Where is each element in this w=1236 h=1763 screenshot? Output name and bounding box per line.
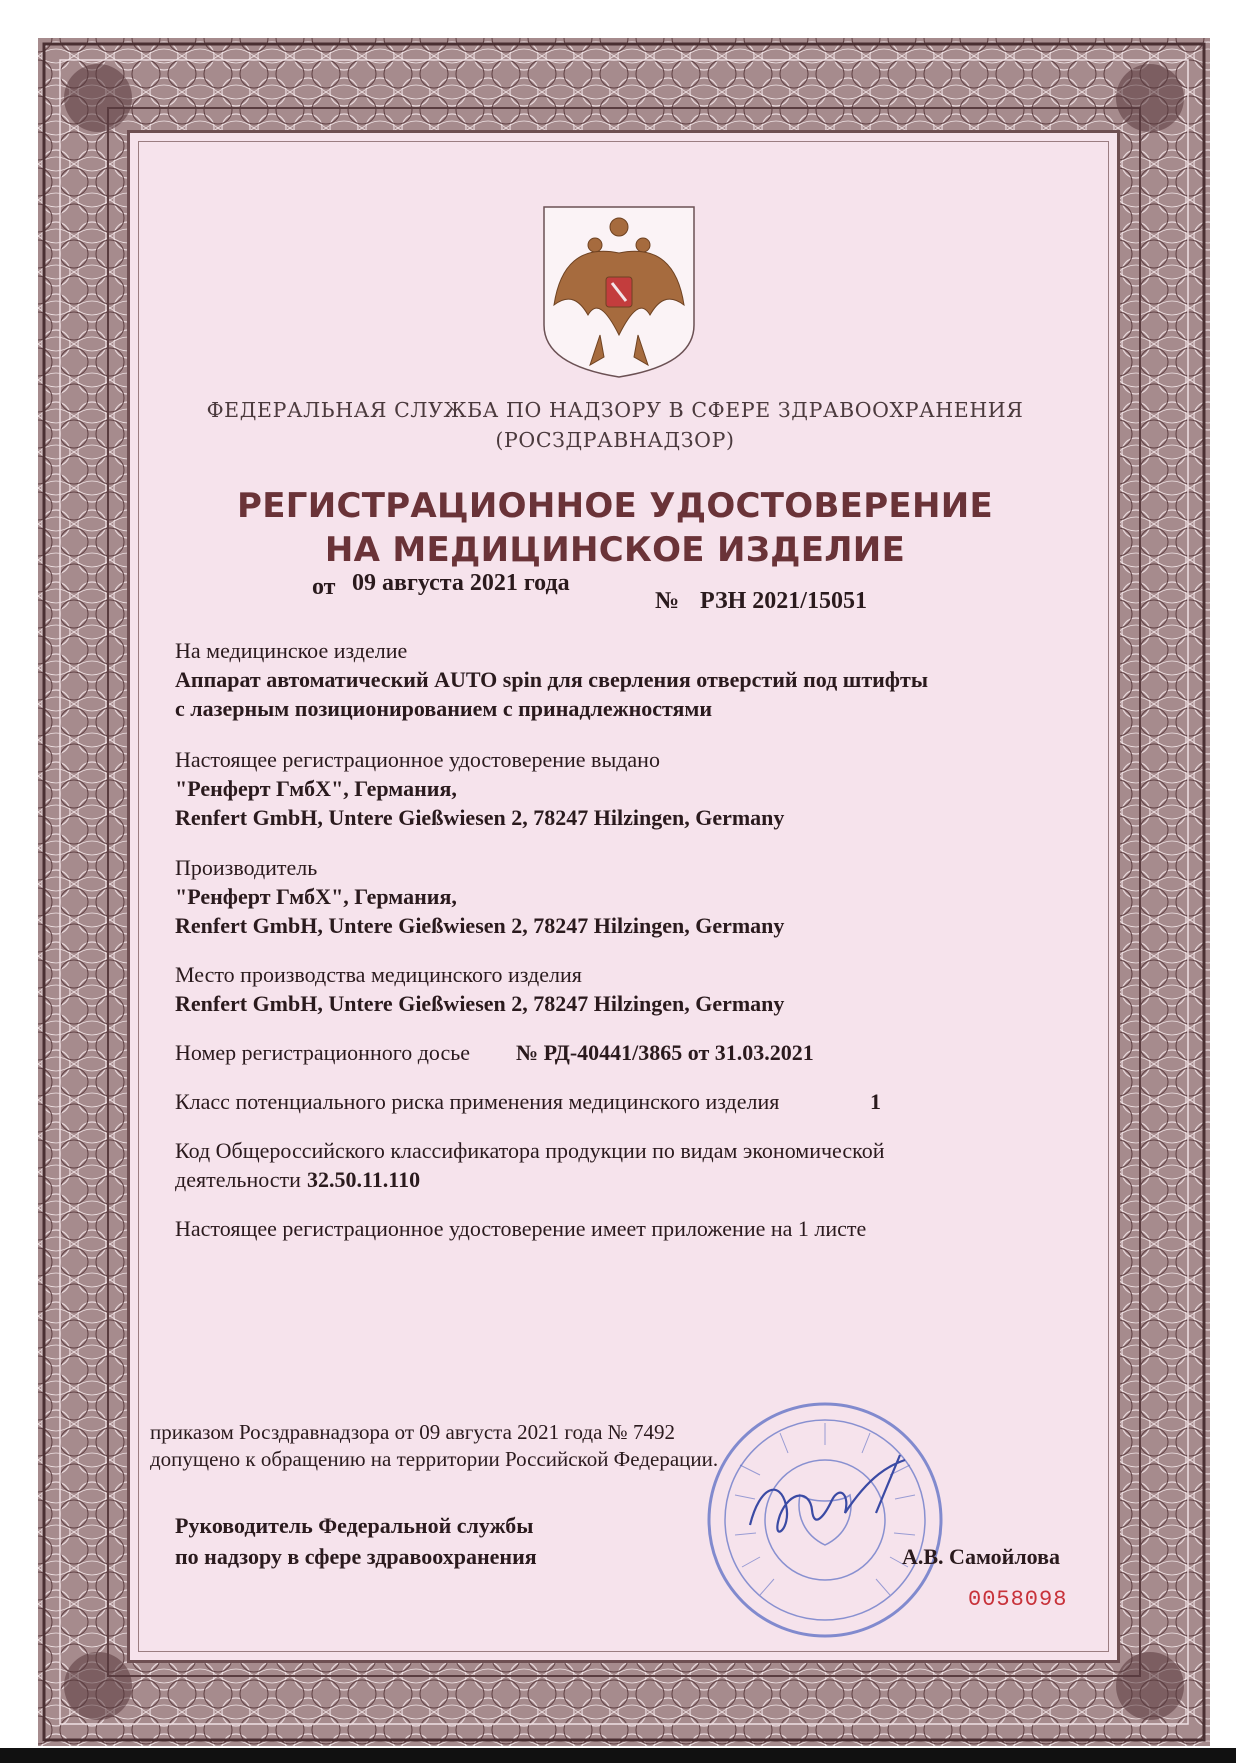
- okpd-code: 32.50.11.110: [307, 1167, 421, 1192]
- signatory-name: А.В. Самойлова: [902, 1544, 1060, 1569]
- agency-short-name: (РОСЗДРАВНАДЗОР): [495, 428, 735, 452]
- dossier-number: № РД-40441/3865 от 31.03.2021: [516, 1040, 814, 1065]
- production-site-label: Место производства медицинского изделия: [175, 962, 582, 987]
- okpd-label: Код Общероссийского классификатора продукции по видам экономической: [175, 1138, 885, 1163]
- russian-coat-of-arms-icon: [540, 205, 698, 380]
- order-line2: допущено к обращению на территории Российской Федерации.: [150, 1447, 719, 1471]
- document-subtitle: НА МЕДИЦИНСКОЕ ИЗДЕЛИЕ: [324, 530, 906, 570]
- issue-date-label: от: [312, 574, 336, 600]
- device-label: На медицинское изделие: [175, 638, 408, 663]
- order-line1: приказом Росздравнадзора от 09 августа 2021 года № 7492: [150, 1420, 675, 1444]
- signatory-position-line1: Руководитель Федеральной службы: [175, 1513, 534, 1538]
- risk-class-label: Класс потенциального риска применения медицинского изделия: [175, 1089, 780, 1114]
- agency-name: ФЕДЕРАЛЬНАЯ СЛУЖБА ПО НАДЗОРУ В СФЕРЕ ЗДРАВООХРАНЕНИЯ: [206, 398, 1024, 422]
- holder-line1: "Ренферт ГмбХ", Германия,: [175, 776, 457, 801]
- okpd-label-cont: деятельности: [175, 1167, 301, 1192]
- signatory-position-line2: по надзору в сфере здравоохранения: [175, 1544, 537, 1569]
- issue-date: 09 августа 2021 года: [352, 570, 570, 596]
- certificate-number: РЗН 2021/15051: [700, 588, 867, 614]
- device-name-line1: Аппарат автоматический AUTO spin для сверления отверстий под штифты: [175, 667, 929, 692]
- certificate-number-label: №: [655, 588, 680, 614]
- dossier-label: Номер регистрационного досье: [175, 1040, 471, 1065]
- device-name-line2: с лазерным позиционированием с принадлежностями: [175, 696, 713, 721]
- official-stamp: [700, 1395, 950, 1645]
- holder-line2: Renfert GmbH, Untere Gießwiesen 2, 78247 Hilzingen, Germany: [175, 805, 785, 830]
- manufacturer-label: Производитель: [175, 855, 318, 880]
- risk-class-value: 1: [870, 1089, 881, 1114]
- appendix-note: Настоящее регистрационное удостоверение имеет приложение на 1 листе: [175, 1216, 867, 1241]
- manufacturer-line2: Renfert GmbH, Untere Gießwiesen 2, 78247 Hilzingen, Germany: [175, 913, 785, 938]
- holder-label: Настоящее регистрационное удостоверение выдано: [175, 747, 660, 772]
- serial-number: 0058098: [968, 1587, 1068, 1612]
- manufacturer-line1: "Ренферт ГмбХ", Германия,: [175, 884, 457, 909]
- document-title: РЕГИСТРАЦИОННОЕ УДОСТОВЕРЕНИЕ: [237, 486, 993, 526]
- production-site-address: Renfert GmbH, Untere Gießwiesen 2, 78247 Hilzingen, Germany: [175, 991, 785, 1016]
- scan-edge: [0, 1748, 1236, 1763]
